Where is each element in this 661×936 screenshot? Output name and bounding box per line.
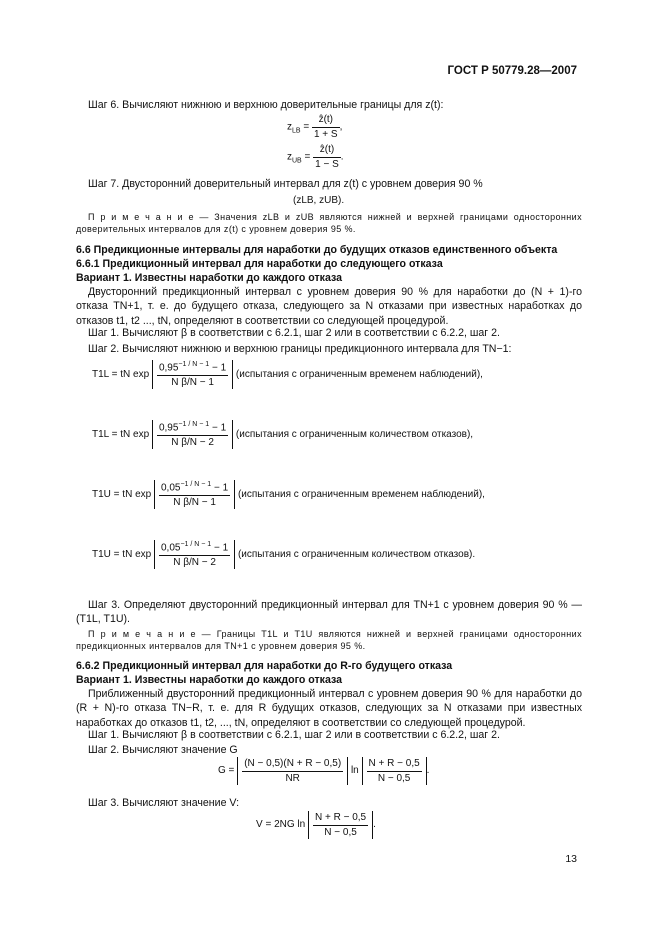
formula-zlb-tail: , (339, 121, 343, 133)
formula-v-frac (313, 811, 368, 839)
formula-g-num: (N − 0,5)(N + R − 0,5) (242, 757, 343, 772)
formula-exponent: −1 / N − 1 (178, 421, 210, 428)
formula-g-lhs: G = (218, 765, 235, 777)
formula-g-tail: . (426, 765, 430, 777)
step1b-text: Шаг 1. Вычисляют β в соответствии с 6.2.1, шаг 2 или в соответствии с 6.2.2, шаг 2. (88, 729, 500, 741)
formula-bracket (154, 480, 235, 509)
formula-lhs: T1U = tN exp (92, 488, 152, 500)
formula-den: N β/N − 2 (171, 436, 214, 448)
variant-1a: Вариант 1. Известны наработки до каждого отказа (76, 272, 343, 284)
formula-zub (287, 143, 344, 171)
formula-zlb-eq: = (303, 121, 310, 133)
formula-bracket (152, 360, 233, 389)
formula-zub-tail: . (340, 151, 344, 163)
formula-g-frac-1 (242, 757, 343, 785)
formula-frac (159, 540, 230, 569)
formula-v-num: N + R − 0,5 (313, 811, 368, 826)
formula-minus: − 1 (211, 422, 227, 434)
formula-g-den: NR (285, 772, 300, 784)
formula-lhs: T1U = tN exp (92, 548, 152, 560)
formula-zlb (287, 113, 342, 141)
formula-base: 0,05 (160, 542, 181, 554)
formula-v-den: N − 0,5 (324, 826, 357, 838)
formula-g-ln: ln (350, 765, 359, 777)
formula-minus: − 1 (213, 482, 229, 494)
formula-zub-frac (313, 143, 341, 171)
formula-num (159, 480, 230, 496)
formula-zub-eq: = (304, 151, 311, 163)
formula-row (92, 480, 485, 509)
formula-g-frac-2 (367, 757, 422, 785)
formula-g-bracket-2 (362, 757, 427, 785)
formula-base: 0,95 (158, 422, 179, 434)
formula-exponent: −1 / N − 1 (180, 481, 212, 488)
page-number: 13 (565, 853, 577, 865)
step1a-text: Шаг 1. Вычисляют β в соответствии с 6.2.1, шаг 2 или в соответствии с 6.2.2, шаг 2. (88, 327, 500, 339)
section-6-6-2: 6.6.2 Предикционный интервал для наработки до R-го будущего отказа (76, 660, 453, 672)
formula-g-num2: N + R − 0,5 (367, 757, 422, 772)
formula-lhs: T1L = tN exp (92, 368, 150, 380)
formula-row (92, 360, 483, 389)
formula-exponent: −1 / N − 1 (178, 361, 210, 368)
formula-frac (157, 360, 228, 389)
formula-minus: − 1 (211, 362, 227, 374)
formula-bracket (154, 540, 235, 569)
note-2: П р и м е ч а н и е — Границы T1L и T1U являются нижней и верхней границами односторонних предикционных интервалов для TN+1 с уровнем доверия 95 %. (76, 629, 582, 652)
formula-zlb-frac (312, 113, 340, 141)
step3b-text: Шаг 3. Вычисляют значение V: (88, 797, 240, 809)
section-6-6-1: 6.6.1 Предикционный интервал для наработки до следующего отказа (76, 258, 443, 270)
formula-zub-sub: UB (292, 157, 302, 165)
step2a-text: Шаг 2. Вычисляют нижнюю и верхнюю границы предикционного интервала для TN−1: (88, 343, 512, 355)
formula-v-tail: . (373, 819, 376, 831)
formula-exponent: −1 / N − 1 (180, 541, 212, 548)
formula-interval: (zLB, zUB). (293, 195, 345, 206)
document-code: ГОСТ Р 50779.28—2007 (447, 65, 577, 77)
step7-text: Шаг 7. Двусторонний доверительный интервал для z(t) с уровнем доверия 90 % (88, 178, 483, 190)
formula-zlb-num: ẑ(t) (312, 113, 340, 128)
formula-num (157, 360, 228, 376)
formula-v-lhs: V = 2NG ln (256, 819, 306, 831)
formula-bracket (152, 420, 233, 449)
step6-text: Шаг 6. Вычисляют нижнюю и верхнюю доверительные границы для z(t): (88, 99, 444, 111)
formula-minus: − 1 (213, 542, 229, 554)
formula-lhs: T1L = tN exp (92, 428, 150, 440)
formula-base: 0,05 (160, 482, 181, 494)
formula-base: 0,95 (158, 362, 179, 374)
formula-g-den2: N − 0,5 (377, 772, 411, 784)
formula-row (92, 420, 473, 449)
formula-frac (159, 480, 230, 509)
formula-v (256, 811, 376, 839)
paragraph-1: Двусторонний предикционный интервал с уровнем доверия 90 % для наработки до (N + 1)-го отказа TN+1, т. е. до будущего отказа, следующего за N отказами при известных наработках до отказов t1, t2 ..., tN, определяют в соответствии со следующей процедурой. (76, 286, 582, 327)
formula-v-bracket (308, 811, 373, 839)
step2b-text: Шаг 2. Вычисляют значение G (88, 744, 238, 756)
formula-comment: (испытания с ограниченным количеством отказов). (237, 548, 476, 560)
formula-num (157, 420, 228, 436)
formula-zub-num: ẑ(t) (313, 143, 341, 158)
formula-zlb-sub: LB (292, 127, 301, 135)
note-1: П р и м е ч а н и е — Значения zLB и zUB являются нижней и верхней границами односторонних доверительных интервалов для z(t) с уровнем доверия 95 %. (76, 212, 582, 235)
formula-zlb-den: 1 + S (313, 128, 338, 140)
formula-den: N β/N − 2 (173, 556, 216, 568)
formula-comment: (испытания с ограниченным временем наблюдений), (237, 488, 485, 500)
step3a-text: Шаг 3. Определяют двусторонний предикционный интервал для TN+1 с уровнем доверия 90 % — (T1L, T1U). (76, 599, 582, 626)
section-6-6: 6.6 Предикционные интервалы для наработки до будущих отказов единственного объекта (76, 244, 558, 256)
formula-g (218, 757, 429, 785)
variant-1b: Вариант 1. Известны наработки до каждого отказа (76, 674, 343, 686)
formula-frac (157, 420, 228, 449)
formula-zub-lhs: z (287, 151, 292, 163)
formula-den: N β/N − 1 (171, 376, 214, 388)
formula-zub-den: 1 − S (315, 158, 339, 170)
formula-den: N β/N − 1 (173, 496, 216, 508)
formula-g-bracket-1 (237, 757, 348, 785)
paragraph-2: Приближенный двусторонний предикционный интервал с уровнем доверия 90 % для наработки до (R + N)-го отказа TN−R, т. е. для R будущих отказов, следующих за N отказами при известных наработках до отказов t1, t2, ..., tN, определяют в соответствии со следующей процедурой. (76, 688, 582, 729)
formula-num (159, 540, 230, 556)
formula-comment: (испытания с ограниченным количеством отказов), (235, 428, 474, 440)
formula-comment: (испытания с ограниченным временем наблюдений), (235, 368, 483, 380)
formula-zlb-lhs: z (287, 121, 292, 133)
formula-row (92, 540, 475, 569)
